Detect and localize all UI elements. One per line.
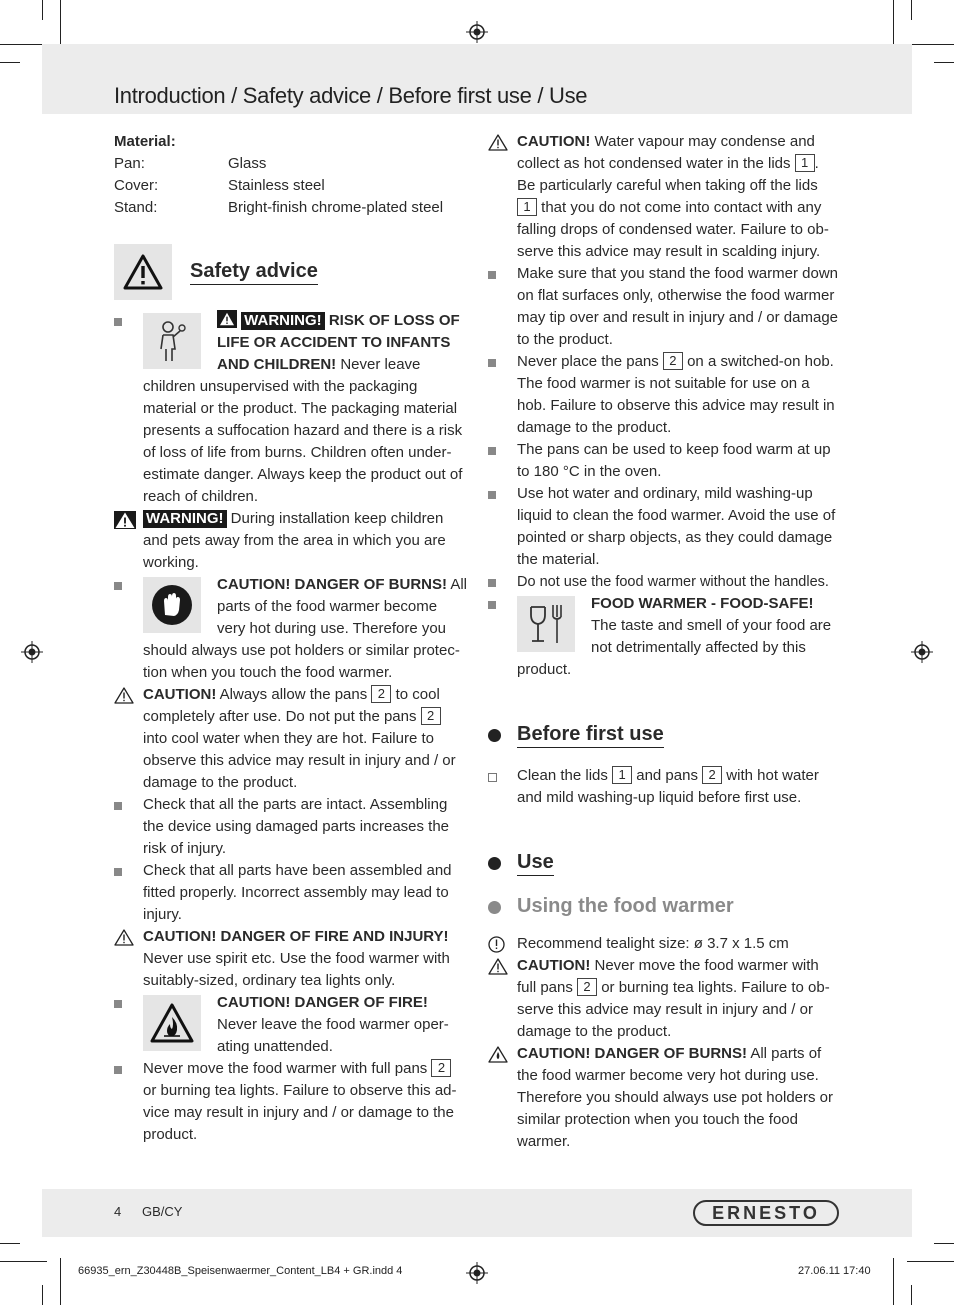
list-item [488,1043,840,1153]
file-slug: 66935_ern_Z30448B_Speisenwaermer_Content_LB4 + GR.indd 4 [78,1265,403,1277]
clean-text: Clean the lids [517,767,613,784]
hob-text: Never place the pans [517,353,663,370]
lid-reference: 1 [795,154,815,172]
hob-text: on a switched-on hob. The food warmer is not suitable for use on a hob. Failure to observe this advice may result in damage to the product. [517,353,835,436]
cool-caution-text: Always allow the pans [216,686,372,703]
lid-reference: 1 [517,198,537,216]
list-item [114,794,468,860]
using-food-warmer-heading [488,893,840,923]
brand-logo: ERNESTO [693,1200,839,1226]
gloves-icon [143,577,201,633]
material-label: Pan: [114,155,145,172]
warning-label: WARNING! [143,510,227,528]
washing-text: Use hot water and ordinary, mild washing-up liquid to clean the food warmer. Avoid the use of pointed or sharp objects, as they could damage the material. [517,485,836,568]
move-caution-text: or burning tea lights. Failure to observe this advice may result in injury and / or damage to the product. [517,979,830,1040]
child-icon [143,313,201,369]
warning-label: WARNING! [241,312,325,330]
left-column [114,131,468,1146]
bullet [114,1000,122,1008]
language-code: GB/CY [142,1204,183,1219]
registration-mark-icon [466,21,488,43]
section-title: Use [517,849,554,876]
list-item [488,765,840,809]
list-item [488,131,840,263]
bullet [114,318,122,326]
section-subtitle: Using the food warmer [517,895,734,917]
list-item [488,933,840,955]
section-title: Before first use [517,721,664,748]
bullet [488,271,496,279]
tealight-size-text: Recommend tealight size: ø 3.7 x 1.5 cm [517,935,789,952]
material-row [114,153,468,175]
lid-reference: 1 [612,766,632,784]
burns-caution-title: CAUTION! DANGER OF BURNS! [217,576,447,593]
use-burns-caution-text: All parts of the food warmer become very hot during use. Therefore you should always use pot holders or similar protection when you touch the food warmer. [517,1045,834,1150]
fire-warning-icon [143,995,201,1051]
list-item [488,439,840,483]
burns-caution-text: All parts of the food warmer become very hot during use. Therefore you should always use pot holders or similar protection when you touch the food warmer. [143,576,468,681]
list-item [114,860,468,926]
cool-caution-text: into cool water when they are hot. Failure to observe this advice may result in injury and / or damage to the product. [143,730,456,791]
right-column [488,131,840,1153]
pan-reference: 2 [431,1059,451,1077]
bullet [488,491,496,499]
infants-warning-title: RISK OF LOSS OF LIFE OR ACCIDENT TO INFANTS AND CHILDREN! [217,312,460,373]
heading-dot [488,857,501,870]
pan-reference: 2 [663,352,683,370]
page-title: Introduction / Safety advice / Before first use / Use [114,83,588,108]
move-caution-title: CAUTION! [517,957,591,974]
use-heading [488,849,840,879]
list-item [488,955,840,1043]
list-item [114,992,468,1058]
bullet [114,868,122,876]
crop-mark [911,1285,912,1305]
crop-mark [893,0,894,47]
list-item [114,926,468,992]
material-label: Stand: [114,199,158,216]
vapour-text: that you do not come into contact with any falling drops of condensed water. Failure to observe this advice may result in scalding injury. [517,199,829,260]
print-date-time: 27.06.11 17:40 [798,1265,871,1277]
crop-mark [0,1261,47,1262]
assembled-text: Check that all parts have been assembled and fitted properly. Incorrect assembly may lead to injury. [143,862,452,923]
material-section [114,131,468,219]
crop-mark [60,1258,61,1305]
crop-mark [0,44,47,45]
list-item [114,684,468,794]
material-row [114,197,468,219]
registration-mark-icon [466,1262,488,1284]
list-item [488,483,840,571]
crop-mark [0,62,20,63]
pan-reference: 2 [702,766,722,784]
caution-triangle-icon [488,134,508,151]
cool-caution-title: CAUTION! [143,686,217,703]
fire-caution-title: CAUTION! DANGER OF FIRE! [217,994,428,1011]
safety-heading [114,244,468,300]
move-text: or burning tea lights. Failure to observe this advice may result in injury and / or damage to the product. [143,1082,457,1143]
registration-mark-icon [21,641,43,663]
warning-triangle-icon [114,244,172,300]
warning-triangle-icon [114,511,136,529]
intact-text: Check that all the parts are intact. Assembling the device using damaged parts increases the risk of injury. [143,796,450,857]
oven-text: The pans can be used to keep food warm at up to 180 °C in the oven. [517,441,831,480]
crop-mark [911,0,912,20]
registration-mark-icon [911,641,933,663]
crop-mark [0,1243,20,1244]
material-title: Material: [114,133,176,150]
bullet [488,359,496,367]
bullet [488,601,496,609]
pan-reference: 2 [577,978,597,996]
crop-mark [934,62,954,63]
crop-mark [907,1261,954,1262]
caution-triangle-icon [114,929,134,946]
fire-caution-text: Never leave the food warmer operating unattended. [217,1016,449,1055]
list-item [114,310,468,508]
material-row [114,175,468,197]
material-value: Glass [228,155,267,172]
bullet [488,579,496,587]
heading-dot [488,901,501,914]
use-burns-caution-title: CAUTION! DANGER OF BURNS! [517,1045,747,1062]
crop-mark [42,1285,43,1305]
fire-injury-caution-text: Never use spirit etc. Use the food warmer with suitably-sized, ordinary tea lights only. [143,950,450,989]
material-label: Cover: [114,177,159,194]
install-warning-text: During installation keep children and pets away from the area in which you are working. [143,510,446,571]
vapour-caution-title: CAUTION! [517,133,591,150]
handles-text: Do not use the food warmer without the handles. [517,574,829,590]
list-item [114,1058,468,1146]
before-first-use-heading [488,721,840,751]
move-caution-text: Never move the food warmer with full pans [517,957,819,996]
bullet [114,582,122,590]
caution-triangle-icon [488,1046,508,1063]
caution-triangle-icon [488,958,508,975]
crop-mark [934,1243,954,1244]
list-item [114,574,468,684]
warning-triangle-icon [217,310,237,328]
caution-triangle-icon [114,687,134,704]
crop-mark [893,1258,894,1305]
list-item [488,351,840,439]
list-item [488,593,840,681]
infants-warning-text: Never leave children unsupervised with the packaging material or the product. The packaging material presents a suffocation hazard and there is a risk of loss of life from burns. Children often underestimate danger. Always keep the product out of reach of children. [143,356,463,505]
fire-injury-caution-title: CAUTION! DANGER OF FIRE AND INJURY! [143,928,449,945]
cool-caution-text: to cool completely after use. Do not put the pans [143,686,440,725]
bullet [114,802,122,810]
exclamation-circle-icon [488,936,505,953]
food-safe-text: The taste and smell of your food are not detrimentally affected by this product. [517,617,832,678]
crop-mark [60,0,61,47]
page-number: 4 [114,1204,122,1219]
move-text: Never move the food warmer with full pans [143,1060,432,1077]
heading-dot [488,729,501,742]
vapour-text: Water vapour may condense and collect as hot condensed water in the lids [517,133,815,172]
bullet [488,447,496,455]
material-value: Bright-finish chrome-plated steel [228,199,444,216]
flat-surface-text: Make sure that you stand the food warmer down on flat surfaces only, otherwise the food warmer may tip over and result in injury and / or damage to the product. [517,265,839,348]
list-item [488,263,840,351]
vapour-text: . Be particularly careful when taking off the lids [517,155,819,194]
crop-mark [907,44,954,45]
material-value: Stainless steel [228,177,325,194]
list-item [114,508,468,574]
pan-reference: 2 [371,685,391,703]
clean-text: with hot water and mild washing-up liquid before first use. [517,767,819,806]
food-safe-title: FOOD WARMER - FOOD-SAFE! [591,595,814,612]
pan-reference: 2 [421,707,441,725]
crop-mark [42,0,43,20]
food-safe-icon [517,596,575,652]
list-item [488,571,840,593]
step-box [488,773,497,782]
bullet [114,1066,122,1074]
section-title: Safety advice [190,259,318,285]
clean-text: and pans [632,767,703,784]
